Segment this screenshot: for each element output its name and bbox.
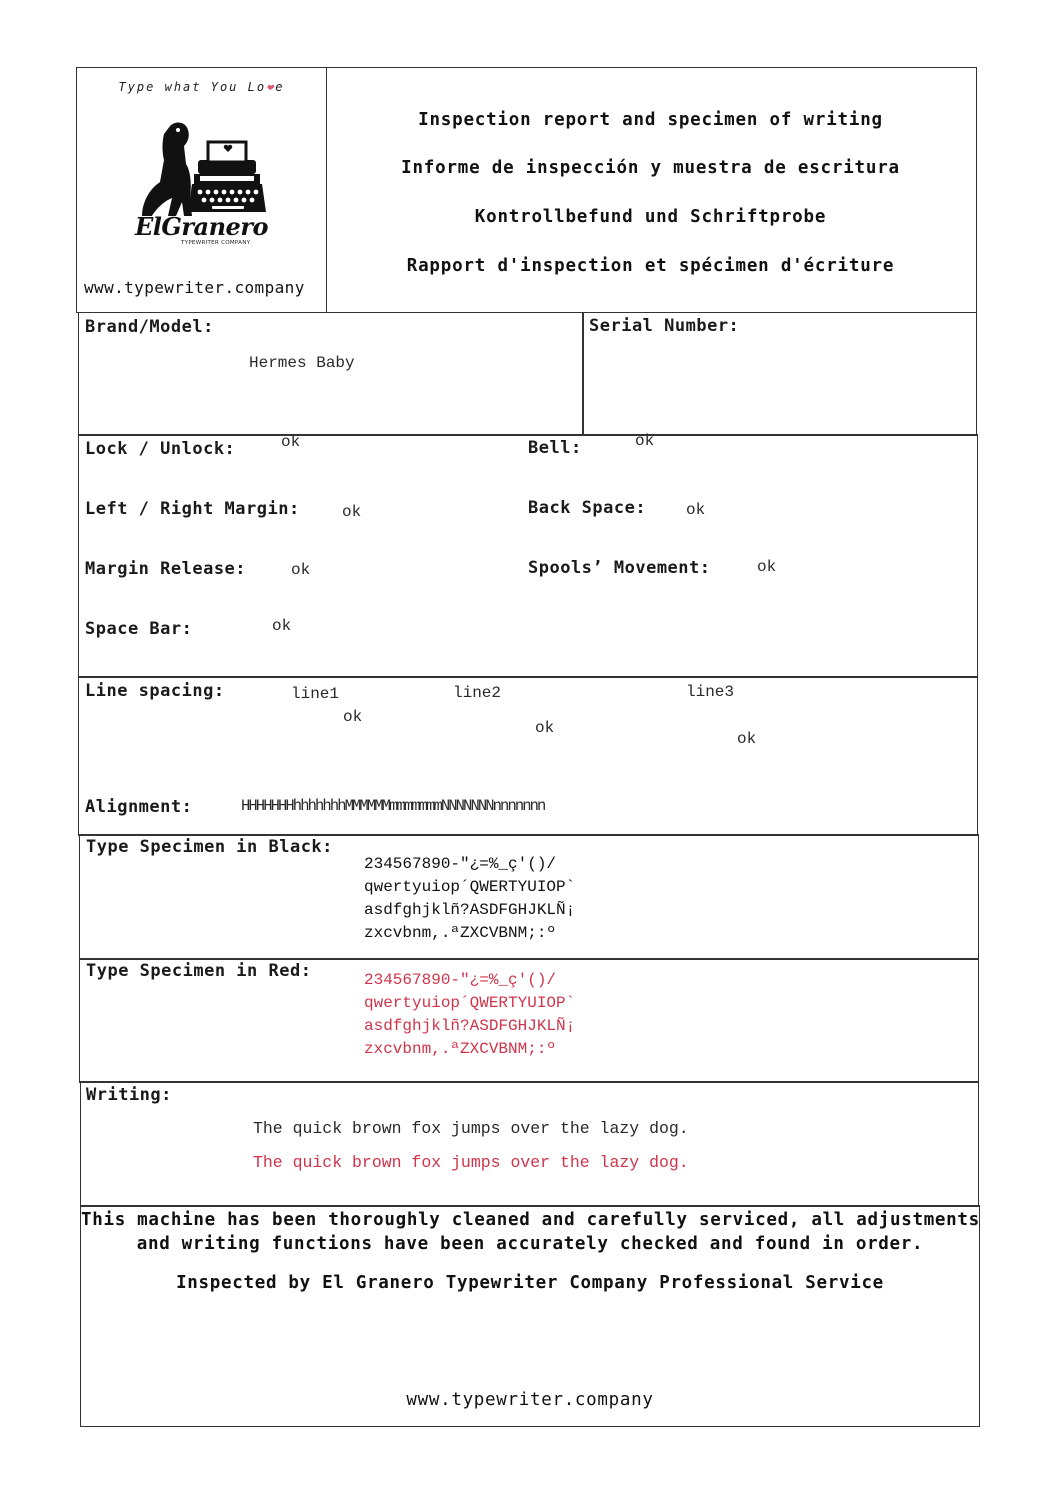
bell-label: Bell: [528,438,582,458]
writing-section [80,1081,979,1207]
margin-release-label: Margin Release: [85,559,247,579]
inspected-by: Inspected by El Granero Typewriter Company Professional Service [176,1273,884,1293]
logo-url[interactable]: www.typewriter.company [84,278,305,297]
specimen-black-line-4: zxcvbnm,.ªZXCVBNM;:º [364,924,557,942]
lock-unlock-label: Lock / Unlock: [85,439,236,459]
specimen-red-label: Type Specimen in Red: [86,961,312,981]
inspection-form [76,67,980,1427]
line2-text: line2 [453,684,502,702]
specimen-black-line-3: asdfghjklñ?ASDFGHJKLÑ¡ [364,901,576,919]
left-right-margin-label: Left / Right Margin: [85,499,300,519]
title-german: Kontrollbefund und Schriftprobe [474,207,827,227]
specimen-black-label: Type Specimen in Black: [86,837,333,857]
specimen-red-line-4: zxcvbnm,.ªZXCVBNM;:º [364,1040,557,1058]
specimen-red-line-3: asdfghjklñ?ASDFGHJKLÑ¡ [364,1017,576,1035]
line-spacing-section [78,676,978,836]
spools-movement-label: Spools’ Movement: [528,558,711,578]
specimen-black-line-2: qwertyuiop´QWERTYUIOP` [364,878,576,896]
title-spanish: Informe de inspección y muestra de escritura [401,158,900,178]
footer-url[interactable]: www.typewriter.company [406,1390,654,1410]
space-bar-value: ok [272,617,292,635]
serial-number-cell [582,312,977,436]
specimen-red-section [79,958,979,1083]
certification-section [80,1205,980,1427]
title-cell [325,67,977,313]
spools-movement-value: ok [757,558,777,576]
line3-ok: ok [737,730,757,748]
serial-number-label: Serial Number: [589,316,740,336]
specimen-black-line-1: 234567890-"¿=%_ç'()/ [364,855,557,873]
writing-red-sentence: The quick brown fox jumps over the lazy dog. [253,1153,689,1172]
heart-icon: ❤ [266,80,276,94]
brand-model-value: Hermes Baby [249,354,355,372]
space-bar-label: Space Bar: [85,619,193,639]
line3-text: line3 [686,683,735,701]
logo-brand: ElGranero [135,212,268,241]
line1-ok: ok [343,708,363,726]
specimen-red-line-2: qwertyuiop´QWERTYUIOP` [364,994,576,1012]
certification-line-1: This machine has been thoroughly cleaned and carefully serviced, all adjustments [81,1210,980,1230]
logo-tagline: Type what You Lo❤e [118,80,285,94]
brand-model-label: Brand/Model: [85,317,214,337]
writing-label: Writing: [86,1085,172,1105]
logo-subtitle: TYPEWRITER COMPANY [181,240,251,246]
logo-cell [76,67,327,313]
lock-unlock-value: ok [281,433,301,451]
brand-model-cell [78,312,584,436]
title-english: Inspection report and specimen of writing [418,110,883,130]
specimen-black-section [79,834,979,960]
certification-line-2: and writing functions have been accurately checked and found in order. [136,1234,924,1254]
left-right-margin-value: ok [342,503,362,521]
title-french: Rapport d'inspection et spécimen d'écriture [406,256,895,276]
back-space-value: ok [686,501,706,519]
alignment-label: Alignment: [85,797,193,817]
margin-release-value: ok [291,561,311,579]
back-space-label: Back Space: [528,498,647,518]
function-checks-section [78,434,978,678]
writing-black-sentence: The quick brown fox jumps over the lazy dog. [253,1119,689,1138]
line-spacing-label: Line spacing: [85,681,225,701]
line2-ok: ok [535,719,555,737]
line1-text: line1 [291,685,340,703]
specimen-red-line-1: 234567890-"¿=%_ç'()/ [364,971,557,989]
bell-value: ok [635,432,655,450]
alignment-value: HHHHHHHhhhhhhhMMMMMMmmmmmmmNNNNNNNnnnnnnn [241,797,545,815]
